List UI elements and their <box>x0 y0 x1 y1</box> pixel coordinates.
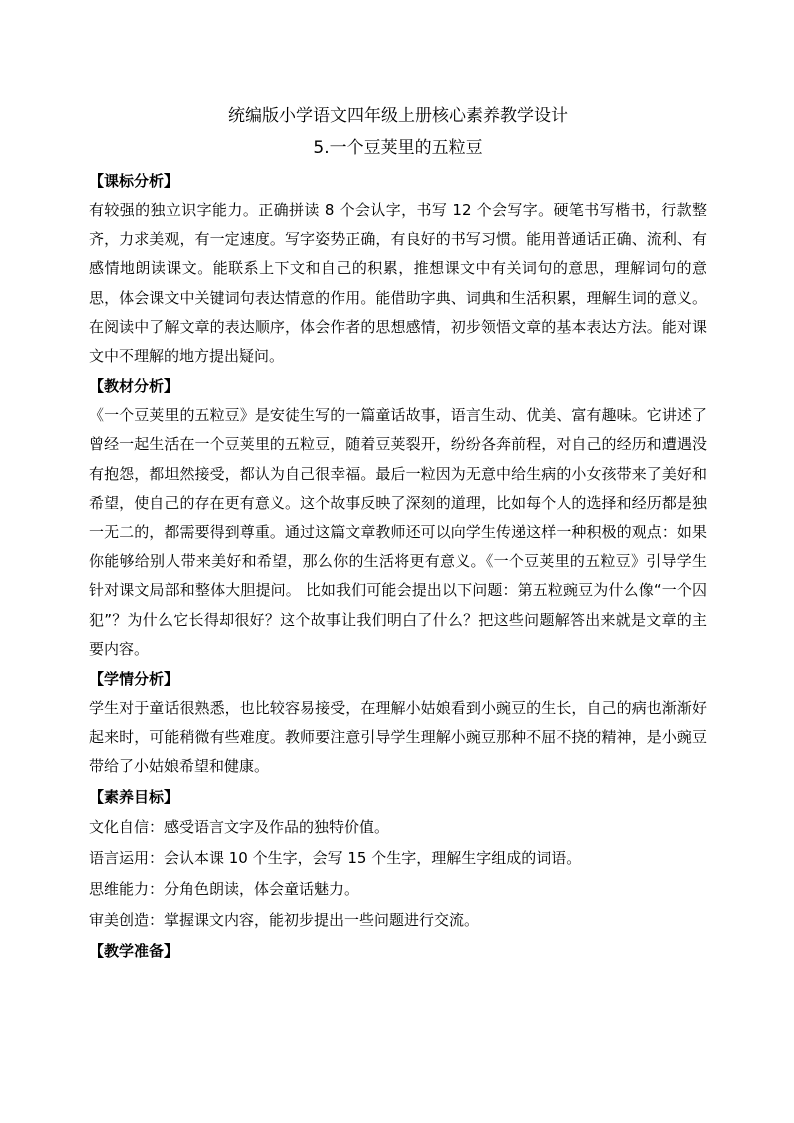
curriculum-text: 有较强的独立识字能力。正确拼读 8 个会认字，书写 12 个会写字。硬笔书写楷书，行款整齐，力求美观，有一定速度。写字姿势正确，有良好的书写习惯。能用普通话正确、流利、有感情地朗读课文。能联系上下文和自己的积累，推想课文中有关词句的意思，理解词句的意思，体会课文中关键词句表达情意的作用。能借助字典、词典和生活积累，理解生词的意义。在阅读中了解文章的表达顺序，体会作者的思想感情，初步领悟文章的基本表达方法。能对课文中不理解的地方提出疑问。 <box>89 201 707 366</box>
document-title: 统编版小学语文四年级上册核心素养教学设计 <box>228 106 568 126</box>
goal-item: 语言运用：会认本课 10 个生字，会写 15 个生字，理解生字组成的词语。 <box>89 848 582 867</box>
section-heading-textbook: 【教材分析】 <box>89 377 180 396</box>
section-heading-curriculum: 【课标分析】 <box>89 172 180 190</box>
section-preparation <box>89 936 707 966</box>
section-learners <box>89 664 707 782</box>
lesson-title: 5.一个豆荚里的五粒豆 <box>313 138 483 158</box>
learners-text: 学生对于童话很熟悉，也比较容易接受，在理解小姑娘看到小豌豆的生长，自己的病也渐渐好起来时，可能稍微有些难度。教师要注意引导学生理解小豌豆那种不屈不挠的精神，是小豌豆带给了小姑娘希望和健康。 <box>89 699 707 776</box>
section-heading-learners: 【学情分析】 <box>89 670 180 689</box>
goal-item: 审美创造：掌握课文内容，能初步提出一些问题进行交流。 <box>89 910 480 929</box>
textbook-text: 《一个豆荚里的五粒豆》是安徒生写的一篇童话故事，语言生动、优美、富有趣味。它讲述了曾经一起生活在一个豆荚里的五粒豆，随着豆荚裂开，纷纷各奔前程，对自己的经历和遭遇没有抱怨，都坦然接受，都认为自己很幸福。最后一粒因为无意中给生病的小女孩带来了美好和希望，使自己的存在更有意义。这个故事反映了深刻的道理，比如每个人的选择和经历都是独一无二的，都需要得到尊重。通过这篇文章教师还可以向学生传递这样一种积极的观点：如果你能够给别人带来美好和希望，那么你的生活将更有意义。《一个豆荚里的五粒豆》引导学生针对课文局部和整体大胆提问。 比如我们可能会提出以下问题：第五粒豌豆为什么像“一个囚犯”？为什么它长得却很好？这个故事让我们明白了什么？把这些问题解答出来就是文章的主要内容。 <box>89 406 707 658</box>
document-body <box>89 100 707 966</box>
section-curriculum <box>89 166 707 371</box>
goal-item: 文化自信：感受语言文字及作品的独特价值。 <box>89 817 390 836</box>
section-textbook <box>89 371 707 664</box>
section-heading-goals: 【素养目标】 <box>89 787 180 806</box>
goal-item: 思维能力：分角色朗读，体会童话魅力。 <box>89 879 360 898</box>
section-heading-preparation: 【教学准备】 <box>89 941 180 960</box>
section-goals <box>89 782 707 936</box>
